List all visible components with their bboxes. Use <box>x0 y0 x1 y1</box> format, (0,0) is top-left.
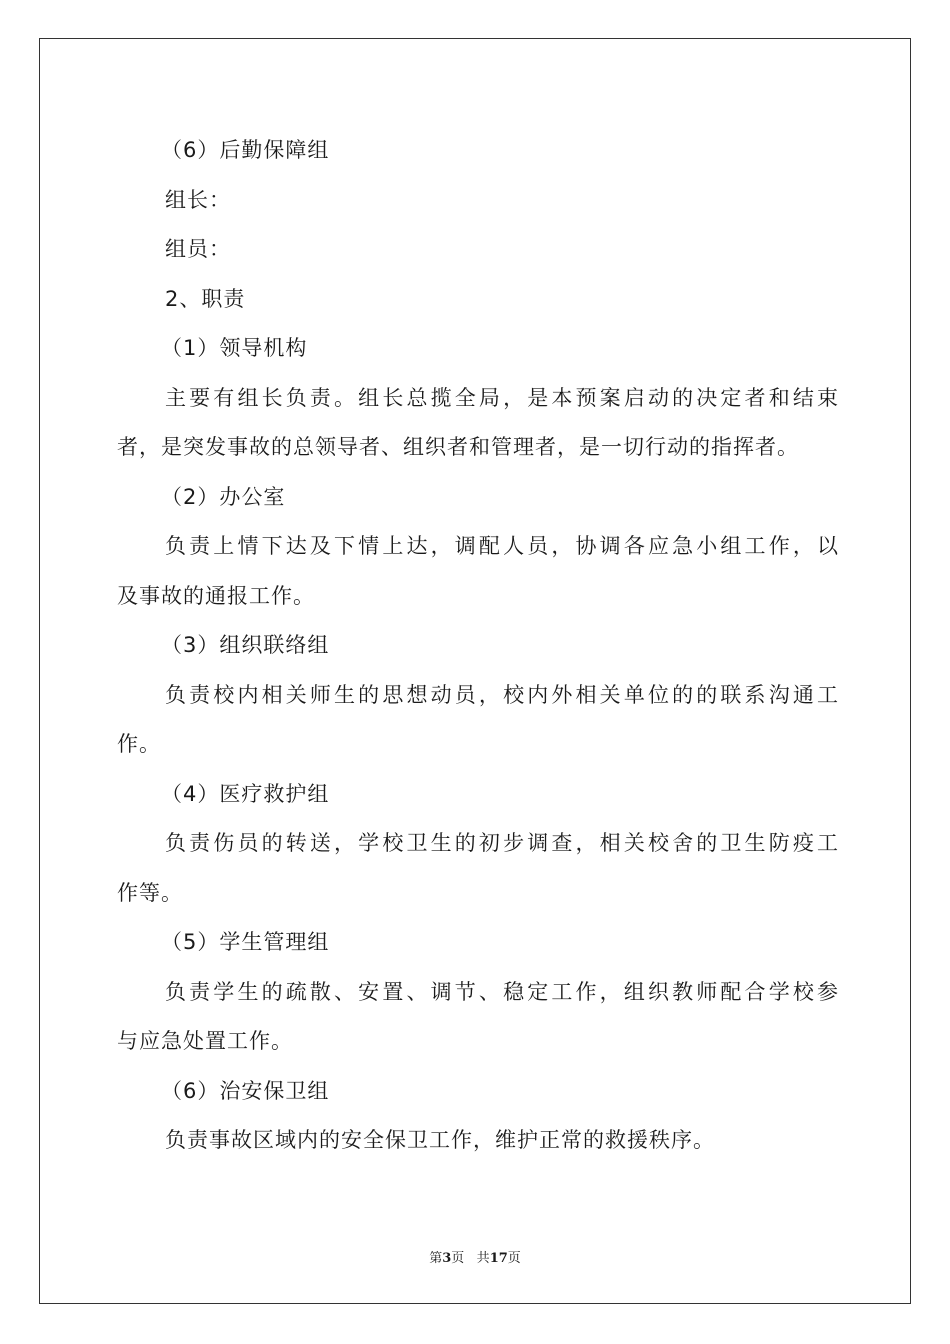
text-line: （2）办公室 <box>161 484 286 509</box>
paragraph-section <box>117 275 839 325</box>
paragraph-heading <box>117 770 839 820</box>
paragraph-body <box>117 522 839 621</box>
footer-total-suffix: 页 <box>507 1251 521 1266</box>
paragraph-body <box>117 671 839 770</box>
text-line: 负责事故区域内的安全保卫工作，维护正常的救援秩序。 <box>165 1128 715 1152</box>
paragraph-heading <box>117 1067 839 1117</box>
paragraph-heading <box>117 918 839 968</box>
footer-total-prefix: 共 <box>476 1251 490 1266</box>
text-line: 负责校内相关师生的思想动员，校内外相关单位的的联系沟通工 <box>165 682 839 707</box>
paragraph-body <box>117 1116 839 1166</box>
text-line: （6）后勤保障组 <box>161 138 330 162</box>
text-line: 组员： <box>165 237 231 261</box>
text-line: 作。 <box>117 732 161 756</box>
paragraph-heading <box>117 126 839 176</box>
page-footer <box>0 1247 950 1266</box>
text-line: （6）治安保卫组 <box>161 1078 330 1103</box>
paragraph-heading <box>117 324 839 374</box>
text-line: 负责上情下达及下情上达，调配人员，协调各应急小组工作，以 <box>165 534 839 558</box>
text-line: 负责伤员的转送，学校卫生的初步调查，相关校舍的卫生防疫工 <box>165 831 839 855</box>
text-line: 作等。 <box>117 880 183 905</box>
footer-page-prefix: 第 <box>429 1251 443 1266</box>
text-line: （1）领导机构 <box>161 336 308 360</box>
text-line: （3）组织联络组 <box>161 633 330 657</box>
text-line: 与应急处置工作。 <box>117 1029 293 1053</box>
text-line: （5）学生管理组 <box>161 930 330 954</box>
text-line: 负责学生的疏散、安置、调节、稳定工作，组织教师配合学校参 <box>165 979 839 1004</box>
footer-page-number: 3 <box>442 1251 452 1266</box>
text-line: 及事故的通报工作。 <box>117 583 315 608</box>
paragraph-body <box>117 225 839 275</box>
paragraph-heading <box>117 473 839 523</box>
paragraph-heading <box>117 621 839 671</box>
text-line: 2、职责 <box>165 286 246 311</box>
text-line: 者，是突发事故的总领导者、组织者和管理者，是一切行动的指挥者。 <box>117 435 799 459</box>
text-line: 主要有组长负责。组长总揽全局，是本预案启动的决定者和结束 <box>165 385 839 410</box>
paragraph-body <box>117 968 839 1067</box>
text-line: （4）医疗救护组 <box>161 781 330 806</box>
paragraph-body <box>117 374 839 473</box>
footer-page-suffix: 页 <box>451 1251 465 1266</box>
paragraph-body <box>117 819 839 918</box>
document-body <box>117 126 839 1166</box>
footer-total-pages: 17 <box>489 1251 508 1266</box>
paragraph-body <box>117 176 839 226</box>
text-line: 组长： <box>165 187 231 212</box>
